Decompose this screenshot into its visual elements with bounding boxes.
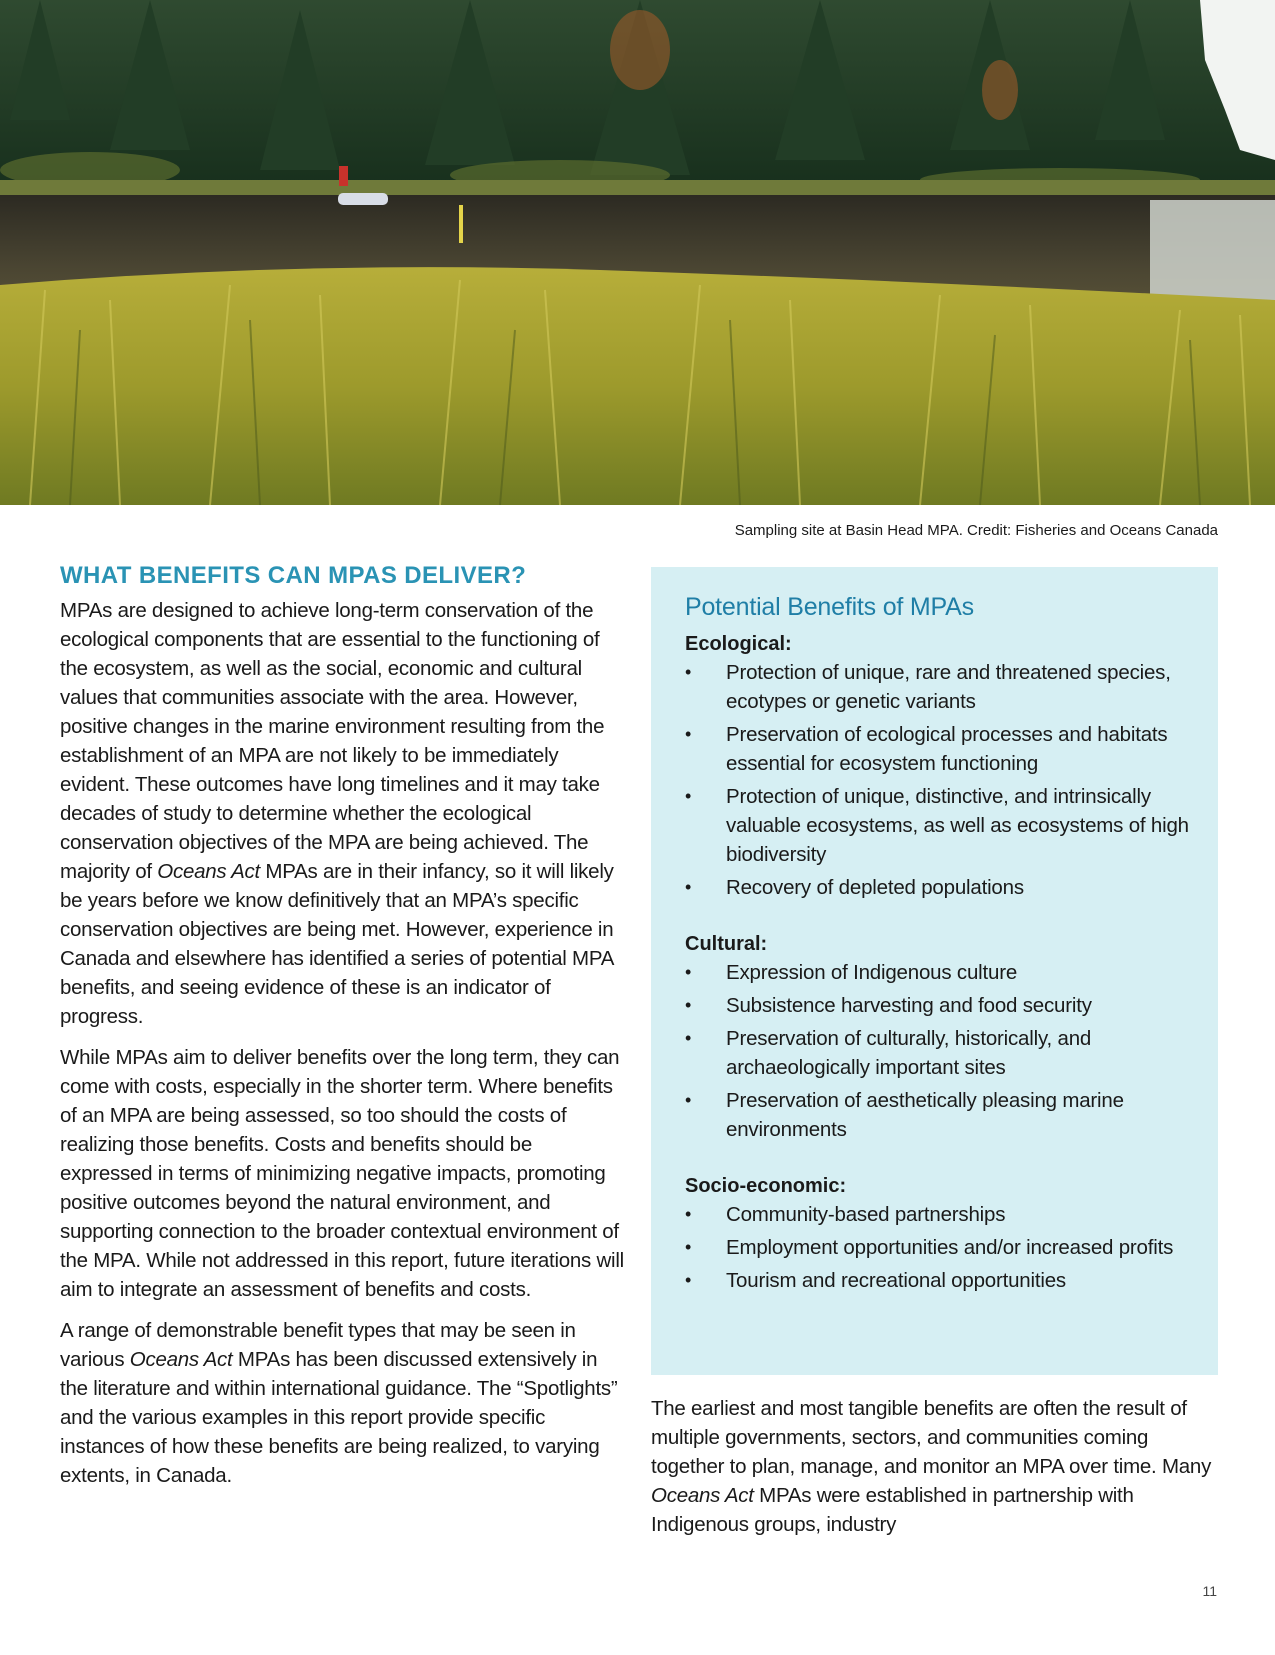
list-item: • Expression of Indigenous culture — [685, 958, 1194, 987]
bullet-icon: • — [685, 1237, 692, 1257]
bullet-icon: • — [685, 786, 692, 806]
cultural-group — [685, 930, 1194, 1144]
paragraph-2: While MPAs aim to deliver benefits over the long term, they can come with costs, especially in the shorter term. Where benefits of an MPA are being assessed, so too should the costs of realizing those benefits. Costs and benefits should be expressed in terms of minimizing negative impacts, promoting positive outcomes beyond the natural environment, and supporting connection to the broader contextual environment of the MPA. While not addressed in this report, future iterations will aim to integrate an assessment of benefits and costs. — [60, 1046, 624, 1301]
bullet-icon: • — [685, 877, 692, 897]
list-item: • Preservation of ecological processes and habitats essential for ecosystem functioning — [685, 720, 1194, 778]
hero-photo — [0, 0, 1275, 505]
bullet-icon: • — [685, 1204, 692, 1224]
paragraph-1: MPAs are designed to achieve long-term conservation of the ecological components that are essential to the functioning of the ecosystem, as well as the social, economic and cultural values that communities associate with the area. However, positive changes in the marine environment resulting from the establishment of an MPA are not likely to be immediately evident. These outcomes have long timelines and it may take decades of study to determine whether the ecological conservation objectives of the MPA are being achieved. The majority of Oceans Act MPAs are in their infancy, so it will likely be years before we know definitively that an MPA’s specific conservation objectives are being met. However, experience in Canada and elsewhere has identified a series of potential MPA benefits, and seeing evidence of these is an indicator of progress. — [60, 599, 614, 1028]
bullet-icon: • — [685, 1270, 692, 1290]
sidebar-title: Potential Benefits of MPAs — [685, 593, 974, 621]
list-item: • Preservation of culturally, historically, and archaeologically important sites — [685, 1024, 1194, 1082]
basin-head-photo — [0, 0, 1275, 505]
page-number: 11 — [1202, 1583, 1217, 1599]
bullet-icon: • — [685, 724, 692, 744]
list-item: • Community-based partnerships — [685, 1200, 1194, 1229]
group-title: Socio-economic: — [685, 1175, 847, 1197]
bullet-icon: • — [685, 662, 692, 682]
group-title: Cultural: — [685, 933, 768, 955]
benefits-sidebar — [651, 567, 1218, 1375]
group-title: Ecological: — [685, 633, 792, 655]
right-paragraph: The earliest and most tangible benefits are often the result of multiple governments, sectors, and communities coming together to plan, manage, and monitor an MPA over time. Many Oceans Act MPAs were established in partnership with Indigenous groups, industry — [651, 1397, 1212, 1536]
list-item: • Protection of unique, distinctive, and intrinsically valuable ecosystems, as well as ecosystems of high biodiversity — [685, 782, 1194, 869]
list-item: • Preservation of aesthetically pleasing marine environments — [685, 1086, 1194, 1144]
bullet-icon: • — [685, 962, 692, 982]
paragraph-3: A range of demonstrable benefit types that may be seen in various Oceans Act MPAs has been discussed extensively in the literature and within international guidance. The “Spotlights” and the various examples in this report provide specific instances of how these benefits are being realized, to varying extents, in Canada. — [60, 1319, 618, 1487]
ecological-group — [685, 630, 1194, 902]
left-column — [60, 562, 628, 1502]
list-item: • Protection of unique, rare and threatened species, ecotypes or genetic variants — [685, 658, 1194, 716]
section-title: WHAT BENEFITS CAN MPAS DELIVER? — [60, 562, 527, 589]
bullet-icon: • — [685, 1090, 692, 1110]
bullet-icon: • — [685, 995, 692, 1015]
list-item: • Employment opportunities and/or increased profits — [685, 1233, 1194, 1262]
list-item: • Recovery of depleted populations — [685, 873, 1194, 902]
photo-caption: Sampling site at Basin Head MPA. Credit: Fisheries and Oceans Canada — [734, 522, 1218, 539]
list-item: • Subsistence harvesting and food security — [685, 991, 1194, 1020]
socio-economic-group — [685, 1172, 1194, 1295]
list-item: • Tourism and recreational opportunities — [685, 1266, 1194, 1295]
bullet-icon: • — [685, 1028, 692, 1048]
